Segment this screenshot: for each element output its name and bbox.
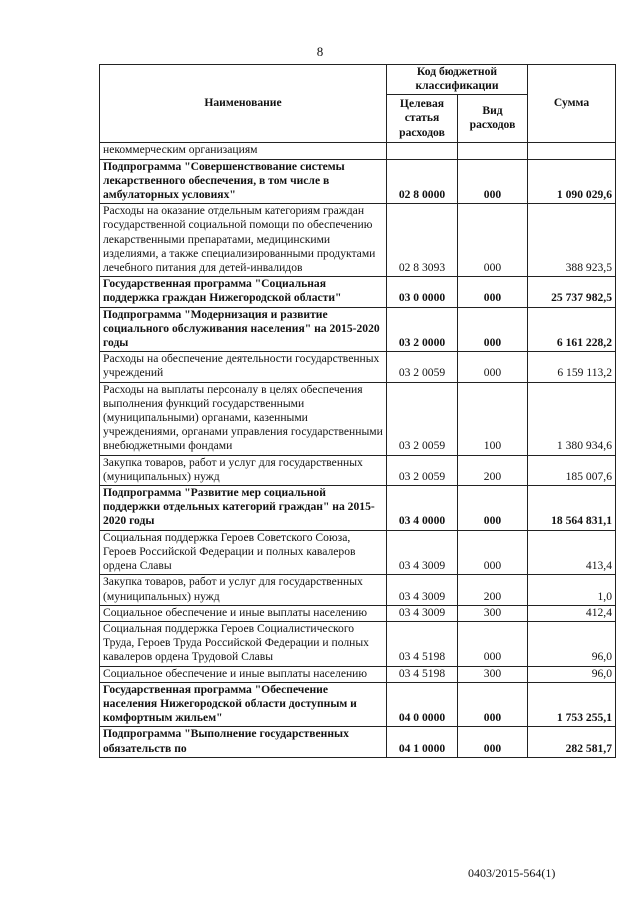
row-expense-type: 000 <box>458 727 528 757</box>
header-sum: Сумма <box>528 65 616 143</box>
row-expense-type: 300 <box>458 605 528 621</box>
row-name: Расходы на оказание отдельным категориям граждан государственной социальной помощи по обеспечению лекарственными препаратами, медицинскими изделиями, а также специализированными продуктами лечебного питания для детей-инвалидов <box>100 204 387 277</box>
row-expense-type: 300 <box>458 666 528 682</box>
row-sum: 6 159 113,2 <box>528 352 616 382</box>
row-expense-type: 000 <box>458 307 528 352</box>
row-expense-type: 000 <box>458 621 528 666</box>
table-row <box>100 204 616 277</box>
row-target-article: 03 4 3009 <box>387 575 458 605</box>
table-row <box>100 382 616 455</box>
row-sum: 96,0 <box>528 621 616 666</box>
table-row <box>100 455 616 485</box>
page-number: 8 <box>316 44 324 59</box>
row-expense-type <box>458 143 528 159</box>
row-name: Закупка товаров, работ и услуг для государственных (муниципальных) нужд <box>100 455 387 485</box>
table-row <box>100 530 616 575</box>
row-sum: 25 737 982,5 <box>528 277 616 307</box>
row-expense-type: 200 <box>458 575 528 605</box>
row-expense-type: 000 <box>458 159 528 204</box>
row-sum: 1,0 <box>528 575 616 605</box>
row-name: Подпрограмма "Развитие мер социальной поддержки отдельных категорий граждан" на 2015-2020 годы <box>100 486 387 531</box>
row-expense-type: 000 <box>458 530 528 575</box>
row-target-article <box>387 143 458 159</box>
row-sum <box>528 143 616 159</box>
table-row <box>100 159 616 204</box>
row-name: Расходы на обеспечение деятельности государственных учреждений <box>100 352 387 382</box>
row-name: Расходы на выплаты персоналу в целях обеспечения выполнения функций государственными (муниципальными) органами, казенными учреждениями, органами управления государственными внебюджетными фондами <box>100 382 387 455</box>
row-expense-type: 000 <box>458 682 528 727</box>
row-sum: 1 380 934,6 <box>528 382 616 455</box>
row-target-article: 02 8 3093 <box>387 204 458 277</box>
row-name: Социальная поддержка Героев Советского Союза, Героев Российской Федерации и полных кавалеров ордена Славы <box>100 530 387 575</box>
table-row <box>100 727 616 757</box>
row-expense-type: 000 <box>458 352 528 382</box>
table-row <box>100 575 616 605</box>
table-row <box>100 486 616 531</box>
row-sum: 1 753 255,1 <box>528 682 616 727</box>
row-sum: 6 161 228,2 <box>528 307 616 352</box>
document-code: 0403/2015-564(1) <box>468 866 556 880</box>
row-sum: 413,4 <box>528 530 616 575</box>
table-row <box>100 277 616 307</box>
header-target: Целевая статья расходов <box>387 95 458 143</box>
row-sum: 185 007,6 <box>528 455 616 485</box>
row-name: некоммерческим организациям <box>100 143 387 159</box>
row-sum: 412,4 <box>528 605 616 621</box>
header-code-group: Код бюджетной классификации <box>387 65 528 95</box>
row-target-article: 03 0 0000 <box>387 277 458 307</box>
header-type: Вид расходов <box>458 95 528 143</box>
row-expense-type: 000 <box>458 277 528 307</box>
row-expense-type: 000 <box>458 486 528 531</box>
row-expense-type: 200 <box>458 455 528 485</box>
row-name: Государственная программа "Социальная поддержка граждан Нижегородской области" <box>100 277 387 307</box>
row-name: Социальное обеспечение и иные выплаты населению <box>100 666 387 682</box>
row-sum: 282 581,7 <box>528 727 616 757</box>
row-name: Подпрограмма "Совершенствование системы лекарственного обеспечения, в том числе в амбулаторных условиях" <box>100 159 387 204</box>
row-target-article: 03 2 0000 <box>387 307 458 352</box>
table-row <box>100 307 616 352</box>
row-target-article: 03 4 3009 <box>387 605 458 621</box>
row-target-article: 03 4 3009 <box>387 530 458 575</box>
row-target-article: 03 4 5198 <box>387 666 458 682</box>
row-expense-type: 000 <box>458 204 528 277</box>
row-target-article: 04 1 0000 <box>387 727 458 757</box>
row-sum: 1 090 029,6 <box>528 159 616 204</box>
row-sum: 388 923,5 <box>528 204 616 277</box>
table-row <box>100 143 616 159</box>
row-name: Социальная поддержка Героев Социалистического Труда, Героев Труда Российской Федерации и полных кавалеров ордена Трудовой Славы <box>100 621 387 666</box>
row-target-article: 02 8 0000 <box>387 159 458 204</box>
row-target-article: 03 2 0059 <box>387 352 458 382</box>
table-body <box>100 143 616 757</box>
table-row <box>100 621 616 666</box>
row-target-article: 04 0 0000 <box>387 682 458 727</box>
row-name: Закупка товаров, работ и услуг для государственных (муниципальных) нужд <box>100 575 387 605</box>
table-header <box>100 65 616 143</box>
header-name: Наименование <box>100 65 387 143</box>
table-row <box>100 666 616 682</box>
row-target-article: 03 4 5198 <box>387 621 458 666</box>
row-target-article: 03 4 0000 <box>387 486 458 531</box>
row-target-article: 03 2 0059 <box>387 455 458 485</box>
table-row <box>100 682 616 727</box>
row-name: Подпрограмма "Модернизация и развитие социального обслуживания населения" на 2015-2020 годы <box>100 307 387 352</box>
row-name: Социальное обеспечение и иные выплаты населению <box>100 605 387 621</box>
row-sum: 18 564 831,1 <box>528 486 616 531</box>
row-name: Государственная программа "Обеспечение населения Нижегородской области доступным и комфортным жильем" <box>100 682 387 727</box>
row-name: Подпрограмма "Выполнение государственных обязательств по <box>100 727 387 757</box>
row-expense-type: 100 <box>458 382 528 455</box>
budget-table <box>99 64 616 758</box>
table-row <box>100 605 616 621</box>
table-row <box>100 352 616 382</box>
row-target-article: 03 2 0059 <box>387 382 458 455</box>
row-sum: 96,0 <box>528 666 616 682</box>
